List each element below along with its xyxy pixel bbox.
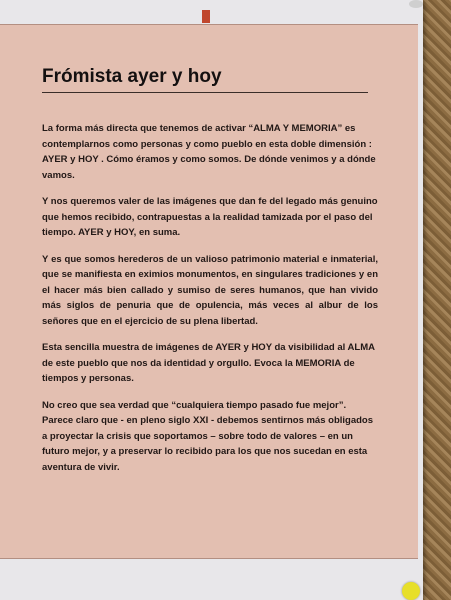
printed-poster (0, 24, 418, 559)
title-underline (42, 92, 368, 93)
paragraph-5: No creo que sea verdad que “cualquiera tiempo pasado fue mejor”. Parece claro que - en pleno siglo XXI - debemos sentirnos más obligados a proyectar la crisis que soportamos – sobre todo de valores – en un futuro mejor, y a preservar lo recibido para los que nos sucedan en esta aventura de vivir. (42, 399, 374, 473)
red-tab-mark (202, 10, 210, 23)
paragraph-4: Esta sencilla muestra de imágenes de AYER y HOY da visibilidad al ALMA de este pueblo que nos da identidad y orgullo. Evoca la MEMORIA de tiempos y personas. (42, 342, 375, 384)
poster-body (42, 121, 378, 486)
paragraph-1: La forma más directa que tenemos de activar “ALMA Y MEMORIA” es contemplarnos como personas y como pueblo en esta doble dimensión : AYER y HOY . Cómo éramos y como somos. De dónde venimos y a dónde vamos. (42, 123, 376, 181)
pushpin-icon (402, 582, 420, 600)
pushpin-icon (409, 0, 423, 8)
paragraph-3: Y es que somos herederos de un valioso patrimonio material e inmaterial, que se manifiesta en eximios monumentos, en singulares tradiciones y en el hacer más bien callado y sumiso de seres humanos, que han vivido más siglos de penuria que de opulencia, más veces al albur de los señores que en el ejercicio de su plena libertad. (42, 253, 378, 327)
paragraph-2: Y nos queremos valer de las imágenes que dan fe del legado más genuino que hemos recibido, contrapuestas a la realidad tamizada por el paso del tiempo. AYER y HOY, en suma. (42, 196, 378, 238)
poster-title: Frómista ayer y hoy (42, 66, 222, 87)
cork-board (421, 0, 451, 600)
